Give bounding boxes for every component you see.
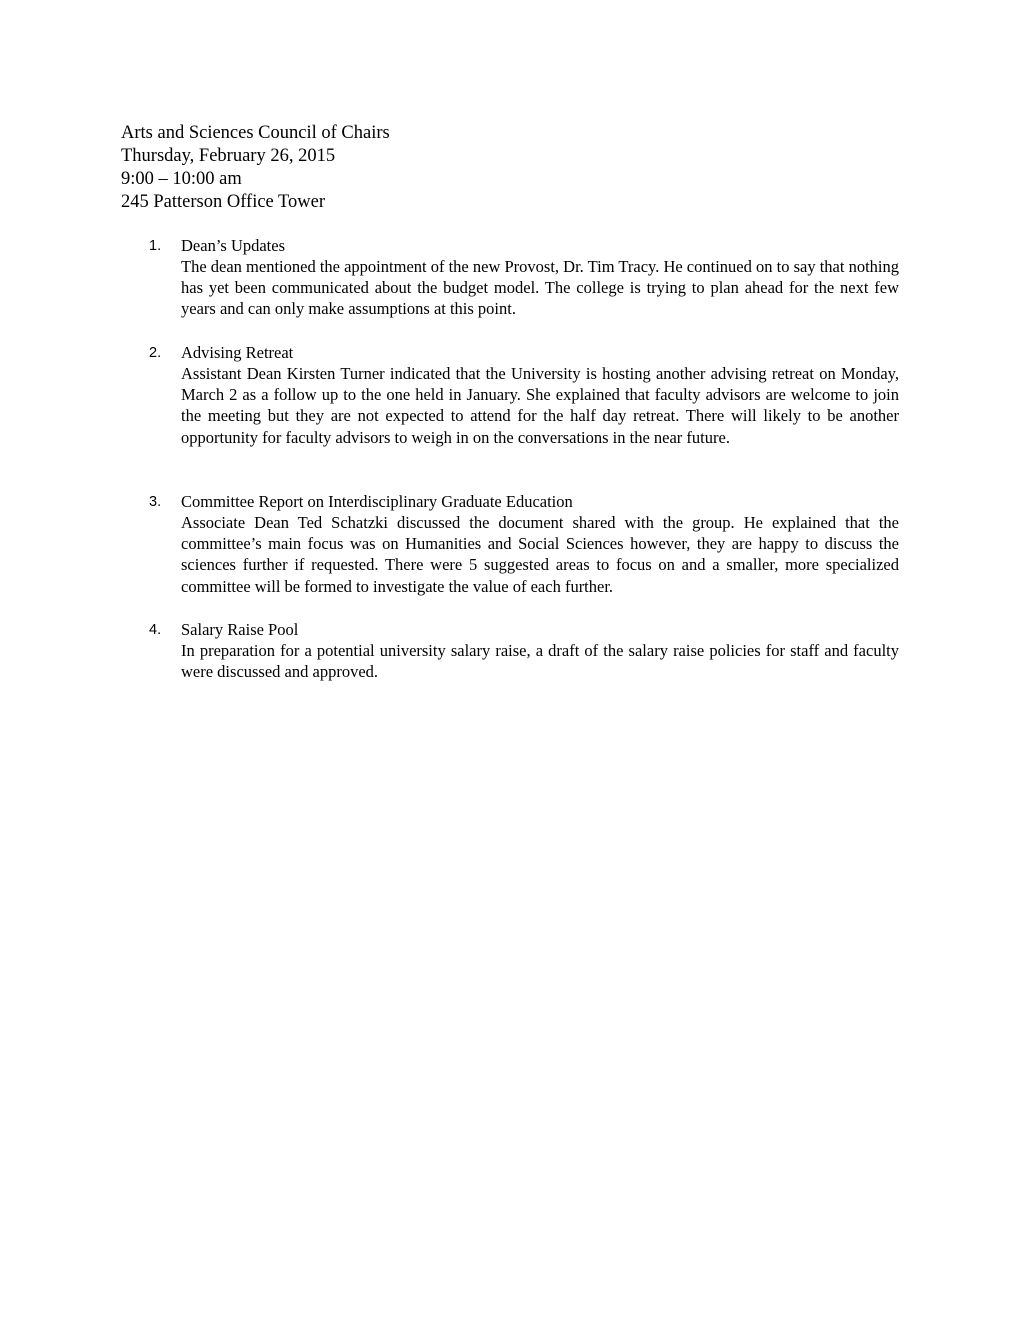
agenda-item-number: 1. [149,238,162,254]
meeting-time: 9:00 – 10:00 am [121,169,242,189]
meeting-header [121,122,390,214]
agenda-item-body: In preparation for a potential university salary raise, a draft of the salary raise policies for staff and faculty were discussed and approved. [181,641,899,682]
agenda-item-title: Committee Report on Interdisciplinary Graduate Education [181,492,573,511]
meeting-date: Thursday, February 26, 2015 [121,146,336,166]
agenda-item-number: 4. [149,622,162,638]
agenda-item-number: 2. [149,345,162,361]
agenda-item-title: Advising Retreat [181,343,294,362]
agenda-item-body: Assistant Dean Kirsten Turner indicated that the University is hosting another advising retreat on Monday, March 2 as a follow up to the one held in January. She explained that faculty advisors are welcome to join the meeting but they are not expected to attend for the half day retreat. There will likely to be another opportunity for faculty advisors to weigh in on the conversations in the near future. [181,364,899,447]
meeting-title: Arts and Sciences Council of Chairs [121,123,390,143]
agenda-item-title: Salary Raise Pool [181,620,299,639]
agenda-item-title: Dean’s Updates [181,236,286,255]
agenda-item-body: Associate Dean Ted Schatzki discussed the document shared with the group. He explained that the committee’s main focus was on Humanities and Social Sciences however, they are happy to discuss the sciences further if requested. There were 5 suggested areas to focus on and a smaller, more specialized committee will be formed to investigate the value of each further. [181,513,899,596]
agenda-item-number: 3. [149,494,162,510]
agenda-item-body: The dean mentioned the appointment of the new Provost, Dr. Tim Tracy. He continued on to say that nothing has yet been communicated about the budget model. The college is trying to plan ahead for the next few years and can only make assumptions at this point. [181,257,899,319]
meeting-location: 245 Patterson Office Tower [121,192,326,212]
